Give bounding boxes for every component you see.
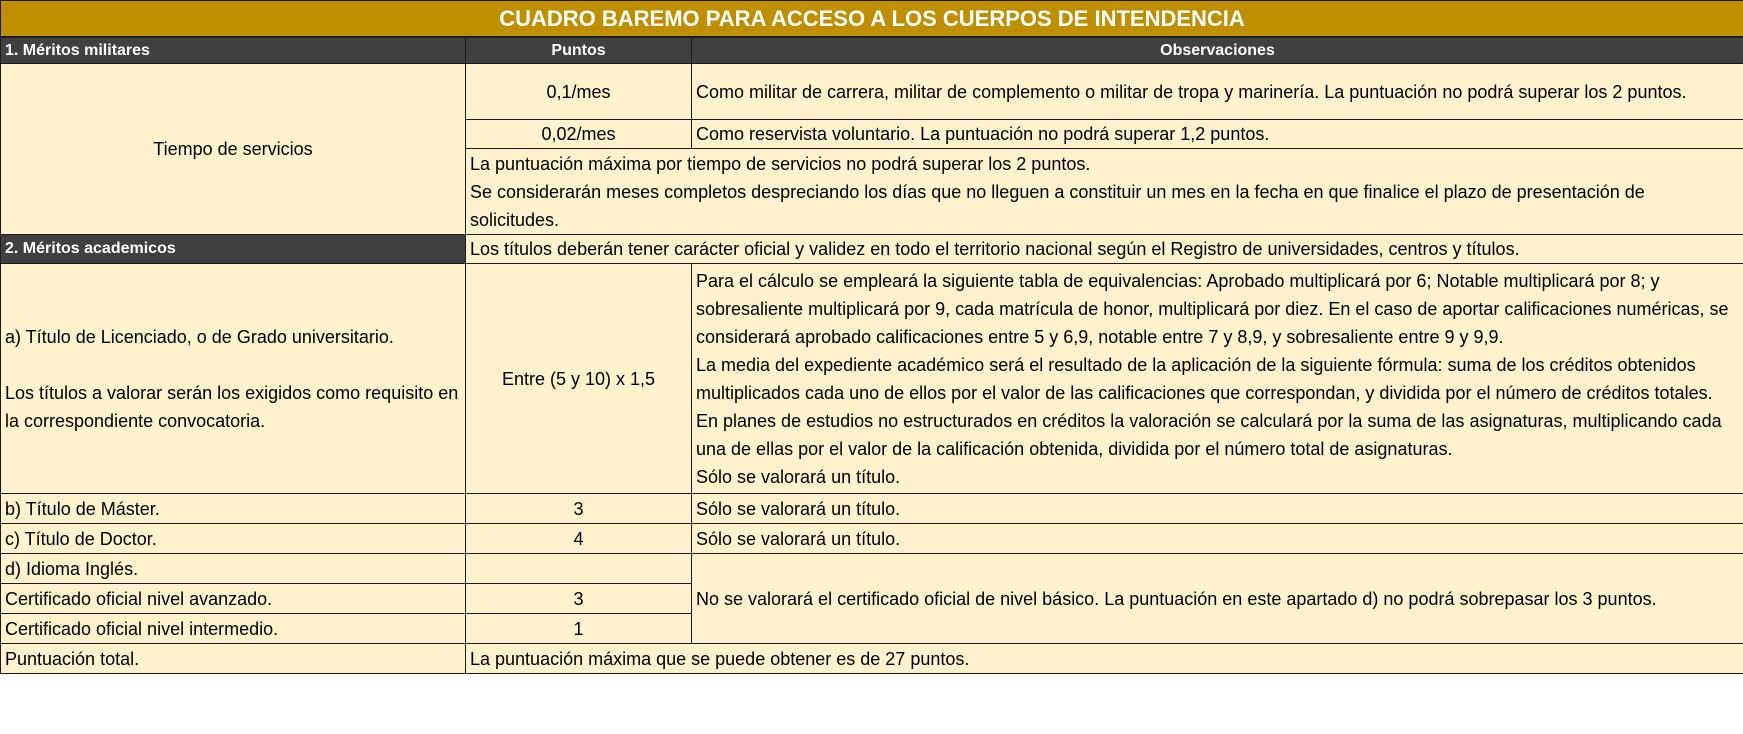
total-obs: La puntuación máxima que se puede obtener es de 27 puntos. bbox=[466, 644, 1743, 674]
licenciado-label bbox=[1, 264, 466, 494]
master-obs: Sólo se valorará un título. bbox=[692, 494, 1743, 524]
section2-note: Los títulos deberán tener carácter oficial y validez en todo el territorio nacional según el Registro de universidades, centros y títulos. bbox=[466, 235, 1743, 264]
licenciado-obs bbox=[692, 264, 1743, 494]
total-label: Puntuación total. bbox=[1, 644, 466, 674]
licenciado-obs-planes: En planes de estudios no estructurados en créditos la valoración se calculará por la suma de las asignaturas, multiplicando cada una de ellas por el valor de la calificación obtenida, dividida por el número total de asignaturas. bbox=[696, 410, 1722, 459]
licenciado-obs-unico: Sólo se valorará un título. bbox=[696, 466, 901, 487]
doctor-obs: Sólo se valorará un título. bbox=[692, 524, 1743, 554]
master-points: 3 bbox=[466, 494, 692, 524]
servicios-carrera-points: 0,1/mes bbox=[466, 64, 692, 120]
idioma-intermedio-points: 1 bbox=[466, 614, 692, 644]
master-label: b) Título de Máster. bbox=[1, 494, 466, 524]
section1-header: 1. Méritos militares bbox=[1, 37, 466, 64]
doctor-points: 4 bbox=[466, 524, 692, 554]
servicios-note-line1: La puntuación máxima por tiempo de servicios no podrá superar los 2 puntos. bbox=[470, 153, 1091, 174]
tiempo-servicios-label: Tiempo de servicios bbox=[1, 64, 466, 235]
observations-column-header: Observaciones bbox=[692, 37, 1743, 64]
table-title: CUADRO BAREMO PARA ACCESO A LOS CUERPOS DE INTENDENCIA bbox=[1, 1, 1743, 38]
licenciado-obs-media: La media del expediente académico será el resultado de la aplicación de la siguiente fórmula: suma de los créditos obtenidos multiplicados cada uno de ellos por el valor de las calificaciones que correspondan, y dividida por el número de créditos totales. bbox=[696, 354, 1713, 403]
licenciado-points: Entre (5 y 10) x 1,5 bbox=[466, 264, 692, 494]
licenciado-title: a) Título de Licenciado, o de Grado universitario. bbox=[5, 326, 394, 347]
idioma-obs: No se valorará el certificado oficial de nivel básico. La puntuación en este apartado d) no podrá sobrepasar los 3 puntos. bbox=[692, 554, 1743, 644]
licenciado-requirement: Los títulos a valorar serán los exigidos como requisito en la correspondiente convocatoria. bbox=[5, 382, 459, 431]
servicios-reservista-obs: Como reservista voluntario. La puntuación no podrá superar 1,2 puntos. bbox=[692, 120, 1743, 149]
servicios-note-line2: Se considerarán meses completos despreciando los días que no lleguen a constituir un mes en la fecha en que finalice el plazo de presentación de solicitudes. bbox=[470, 181, 1645, 230]
idioma-avanzado-points: 3 bbox=[466, 584, 692, 614]
section2-header: 2. Méritos academicos bbox=[1, 235, 466, 264]
servicios-note bbox=[466, 149, 1743, 235]
idioma-label: d) Idioma Inglés. bbox=[1, 554, 466, 584]
points-column-header: Puntos bbox=[466, 37, 692, 64]
licenciado-obs-equivalencias: Para el cálculo se empleará la siguiente tabla de equivalencias: Aprobado multiplicará por 6; Notable multiplicará por 8; y sobresaliente multiplicará por 9, cada matrícula de honor, multiplicará por diez. En el caso de aportar calificaciones numéricas, se considerará aprobado calificaciones entre 5 y 6,9, notable entre 7 y 8,9, y sobresaliente entre 9 y 9,9. bbox=[696, 270, 1729, 347]
servicios-reservista-points: 0,02/mes bbox=[466, 120, 692, 149]
idioma-avanzado-label: Certificado oficial nivel avanzado. bbox=[1, 584, 466, 614]
servicios-carrera-obs: Como militar de carrera, militar de complemento o militar de tropa y marinería. La puntuación no podrá superar los 2 puntos. bbox=[692, 64, 1743, 120]
idioma-points bbox=[466, 554, 692, 584]
idioma-intermedio-label: Certificado oficial nivel intermedio. bbox=[1, 614, 466, 644]
doctor-label: c) Título de Doctor. bbox=[1, 524, 466, 554]
